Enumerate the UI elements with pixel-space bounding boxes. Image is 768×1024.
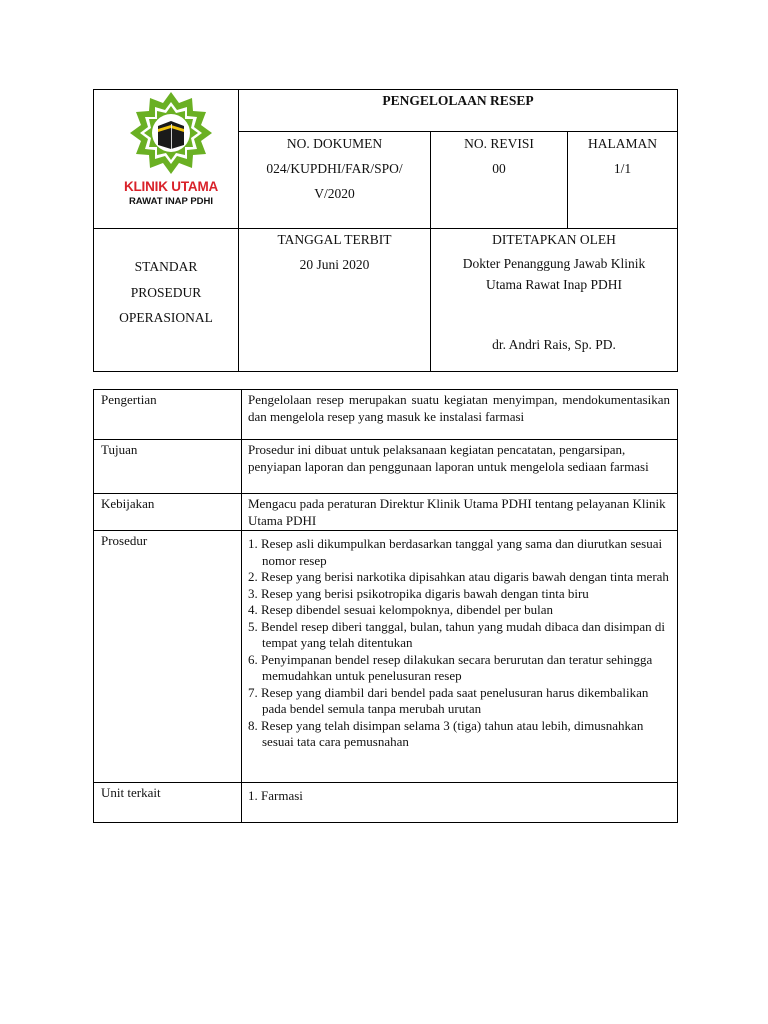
approved-by-name: dr. Andri Rais, Sp. PD. <box>492 337 616 352</box>
unit-list <box>248 788 670 805</box>
procedure-table <box>93 389 678 823</box>
clinic-name: KLINIK UTAMA <box>123 179 219 194</box>
issue-date-label: TANGGAL TERBIT <box>277 232 392 247</box>
pengertian-text: Pengelolaan resep merupakan suatu kegiatan menyimpan, mendokumentasikan dan mengelola resep yang masuk ke instalasi farmasi <box>242 390 678 440</box>
sop-line: STANDAR <box>134 259 198 274</box>
clinic-subname: RAWAT INAP PDHI <box>128 196 214 207</box>
list-item: 6. Penyimpanan bendel resep dilakukan secara berurutan dan teratur sehingga memudahkan untuk penelusuran resep <box>248 651 653 683</box>
table-row <box>94 783 678 823</box>
row-label: Pengertian <box>94 390 242 440</box>
table-row <box>94 390 678 440</box>
prosedur-cell <box>242 531 678 783</box>
issue-date-cell <box>239 227 430 277</box>
sop-line: PROSEDUR <box>130 284 202 300</box>
row-label: Kebijakan <box>94 494 242 531</box>
list-item: 8. Resep yang telah disimpan selama 3 (tiga) tahun atau lebih, dimusnahkan sesuai tata cara pemusnahan <box>248 717 644 749</box>
kebijakan-text: Mengacu pada peraturan Direktur Klinik Utama PDHI tentang pelayanan Klinik Utama PDHI <box>242 494 678 531</box>
list-item: 1. Farmasi <box>248 788 303 803</box>
list-item: 3. Resep yang berisi psikotropika digaris bawah dengan tinta biru <box>248 585 589 601</box>
doc-number-label: NO. DOKUMEN <box>286 136 383 151</box>
page-value: 1/1 <box>613 161 632 176</box>
sop-cell <box>94 254 238 331</box>
doc-number-value: V/2020 <box>314 186 355 201</box>
row-label: Tujuan <box>94 440 242 494</box>
table-row <box>94 440 678 494</box>
revision-value: 00 <box>492 161 506 176</box>
approved-by-role: Dokter Penanggung Jawab Klinik <box>462 256 646 271</box>
row-label: Prosedur <box>94 531 242 783</box>
row-label: Unit terkait <box>94 783 242 823</box>
list-item: 2. Resep yang berisi narkotika dipisahkan atau digaris bawah dengan tinta merah <box>248 569 669 584</box>
page-cell <box>568 131 677 181</box>
issue-date-value: 20 Juni 2020 <box>299 257 370 272</box>
approved-by-label: DITETAPKAN OLEH <box>492 232 616 247</box>
tujuan-text: Prosedur ini dibuat untuk pelaksanaan kegiatan pencatatan, pengarsipan, penyiapan laporan dan penggunaan laporan untuk mengelola sediaan farmasi <box>242 440 678 494</box>
list-item: 1. Resep asli dikumpulkan berdasarkan tanggal yang sama dan diurutkan sesuai nomor resep <box>248 536 663 568</box>
approved-by-cell <box>431 227 677 356</box>
doc-number-value: 024/KUPDHI/FAR/SPO/ <box>266 161 403 176</box>
document-title: PENGELOLAAN RESEP <box>382 93 534 108</box>
kaaba-star-logo-icon <box>121 90 221 176</box>
list-item: 4. Resep dibendel sesuai kelompoknya, dibendel per bulan <box>248 602 554 617</box>
prosedur-list <box>248 536 670 751</box>
clinic-logo <box>116 90 226 215</box>
page-label: HALAMAN <box>588 136 657 151</box>
table-row <box>94 494 678 531</box>
table-row <box>94 531 678 783</box>
header-table <box>93 89 678 372</box>
list-item: 7. Resep yang diambil dari bendel pada saat penelusuran harus dikembalikan pada bendel semula tanpa merubah urutan <box>248 684 649 716</box>
unit-terkait-cell <box>242 783 678 823</box>
list-item: 5. Bendel resep diberi tanggal, bulan, tahun yang mudah dibaca dan disimpan di tempat yang telah ditentukan <box>248 618 665 650</box>
doc-number-cell <box>239 131 430 206</box>
approved-by-role: Utama Rawat Inap PDHI <box>485 277 623 292</box>
sop-line: OPERASIONAL <box>119 310 213 325</box>
revision-label: NO. REVISI <box>464 136 534 151</box>
revision-cell <box>431 131 567 181</box>
